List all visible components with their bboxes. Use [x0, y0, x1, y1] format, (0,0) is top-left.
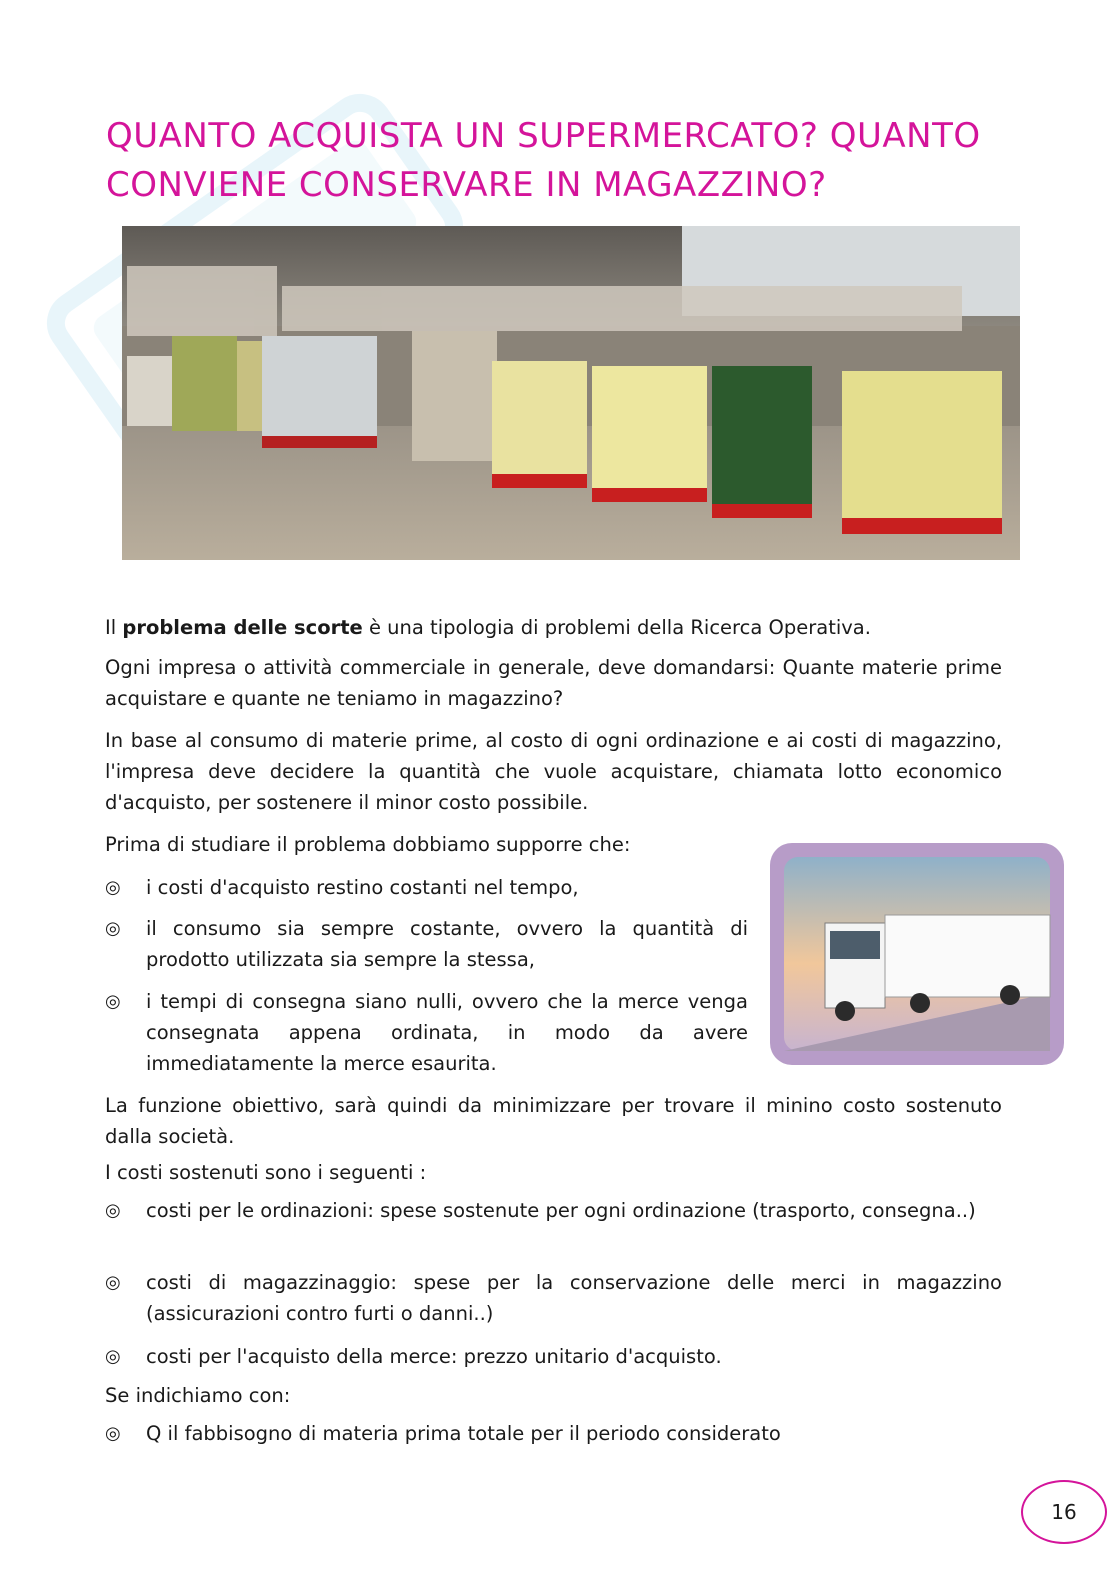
paragraph-definitions-intro: Se indichiamo con:: [105, 1384, 291, 1407]
bullet-icon: ◎: [105, 1423, 121, 1444]
warehouse-photo: [122, 226, 1020, 560]
paragraph-assumptions-intro: Prima di studiare il problema dobbiamo supporre che:: [105, 833, 631, 856]
page-number: 16: [1021, 1480, 1107, 1544]
truck-photo: [770, 843, 1064, 1065]
bullet-icon: ◎: [105, 1346, 121, 1367]
paragraph-costs-intro: I costi sostenuti sono i seguenti :: [105, 1161, 427, 1184]
bullet-icon: ◎: [105, 1272, 121, 1293]
paragraph-lot: In base al consumo di materie prime, al costo di ogni ordinazione e ai costi di magazzino, l'impresa deve decidere la quantità che vuole acquistare, chiamata lotto economico d'acquisto, per sostenere il minor costo possibile.: [105, 729, 1002, 814]
bullet-icon: ◎: [105, 1200, 121, 1221]
bullet-icon: ◎: [105, 918, 121, 939]
paragraph-intro: Il problema delle scorte è una tipologia di problemi della Ricerca Operativa.: [105, 616, 871, 639]
paragraph-question: Ogni impresa o attività commerciale in generale, deve domandarsi: Quante materie prime acquistare e quante ne teniamo in magazzino?: [105, 656, 1002, 710]
bullet-icon: ◎: [105, 877, 121, 898]
page-title: QUANTO ACQUISTA UN SUPERMERCATO? QUANTO CONVIENE CONSERVARE IN MAGAZZINO?: [106, 116, 981, 205]
bullet-icon: ◎: [105, 991, 121, 1012]
paragraph-objective: La funzione obiettivo, sarà quindi da minimizzare per trovare il minino costo sostenuto dalla società.: [105, 1094, 1002, 1148]
